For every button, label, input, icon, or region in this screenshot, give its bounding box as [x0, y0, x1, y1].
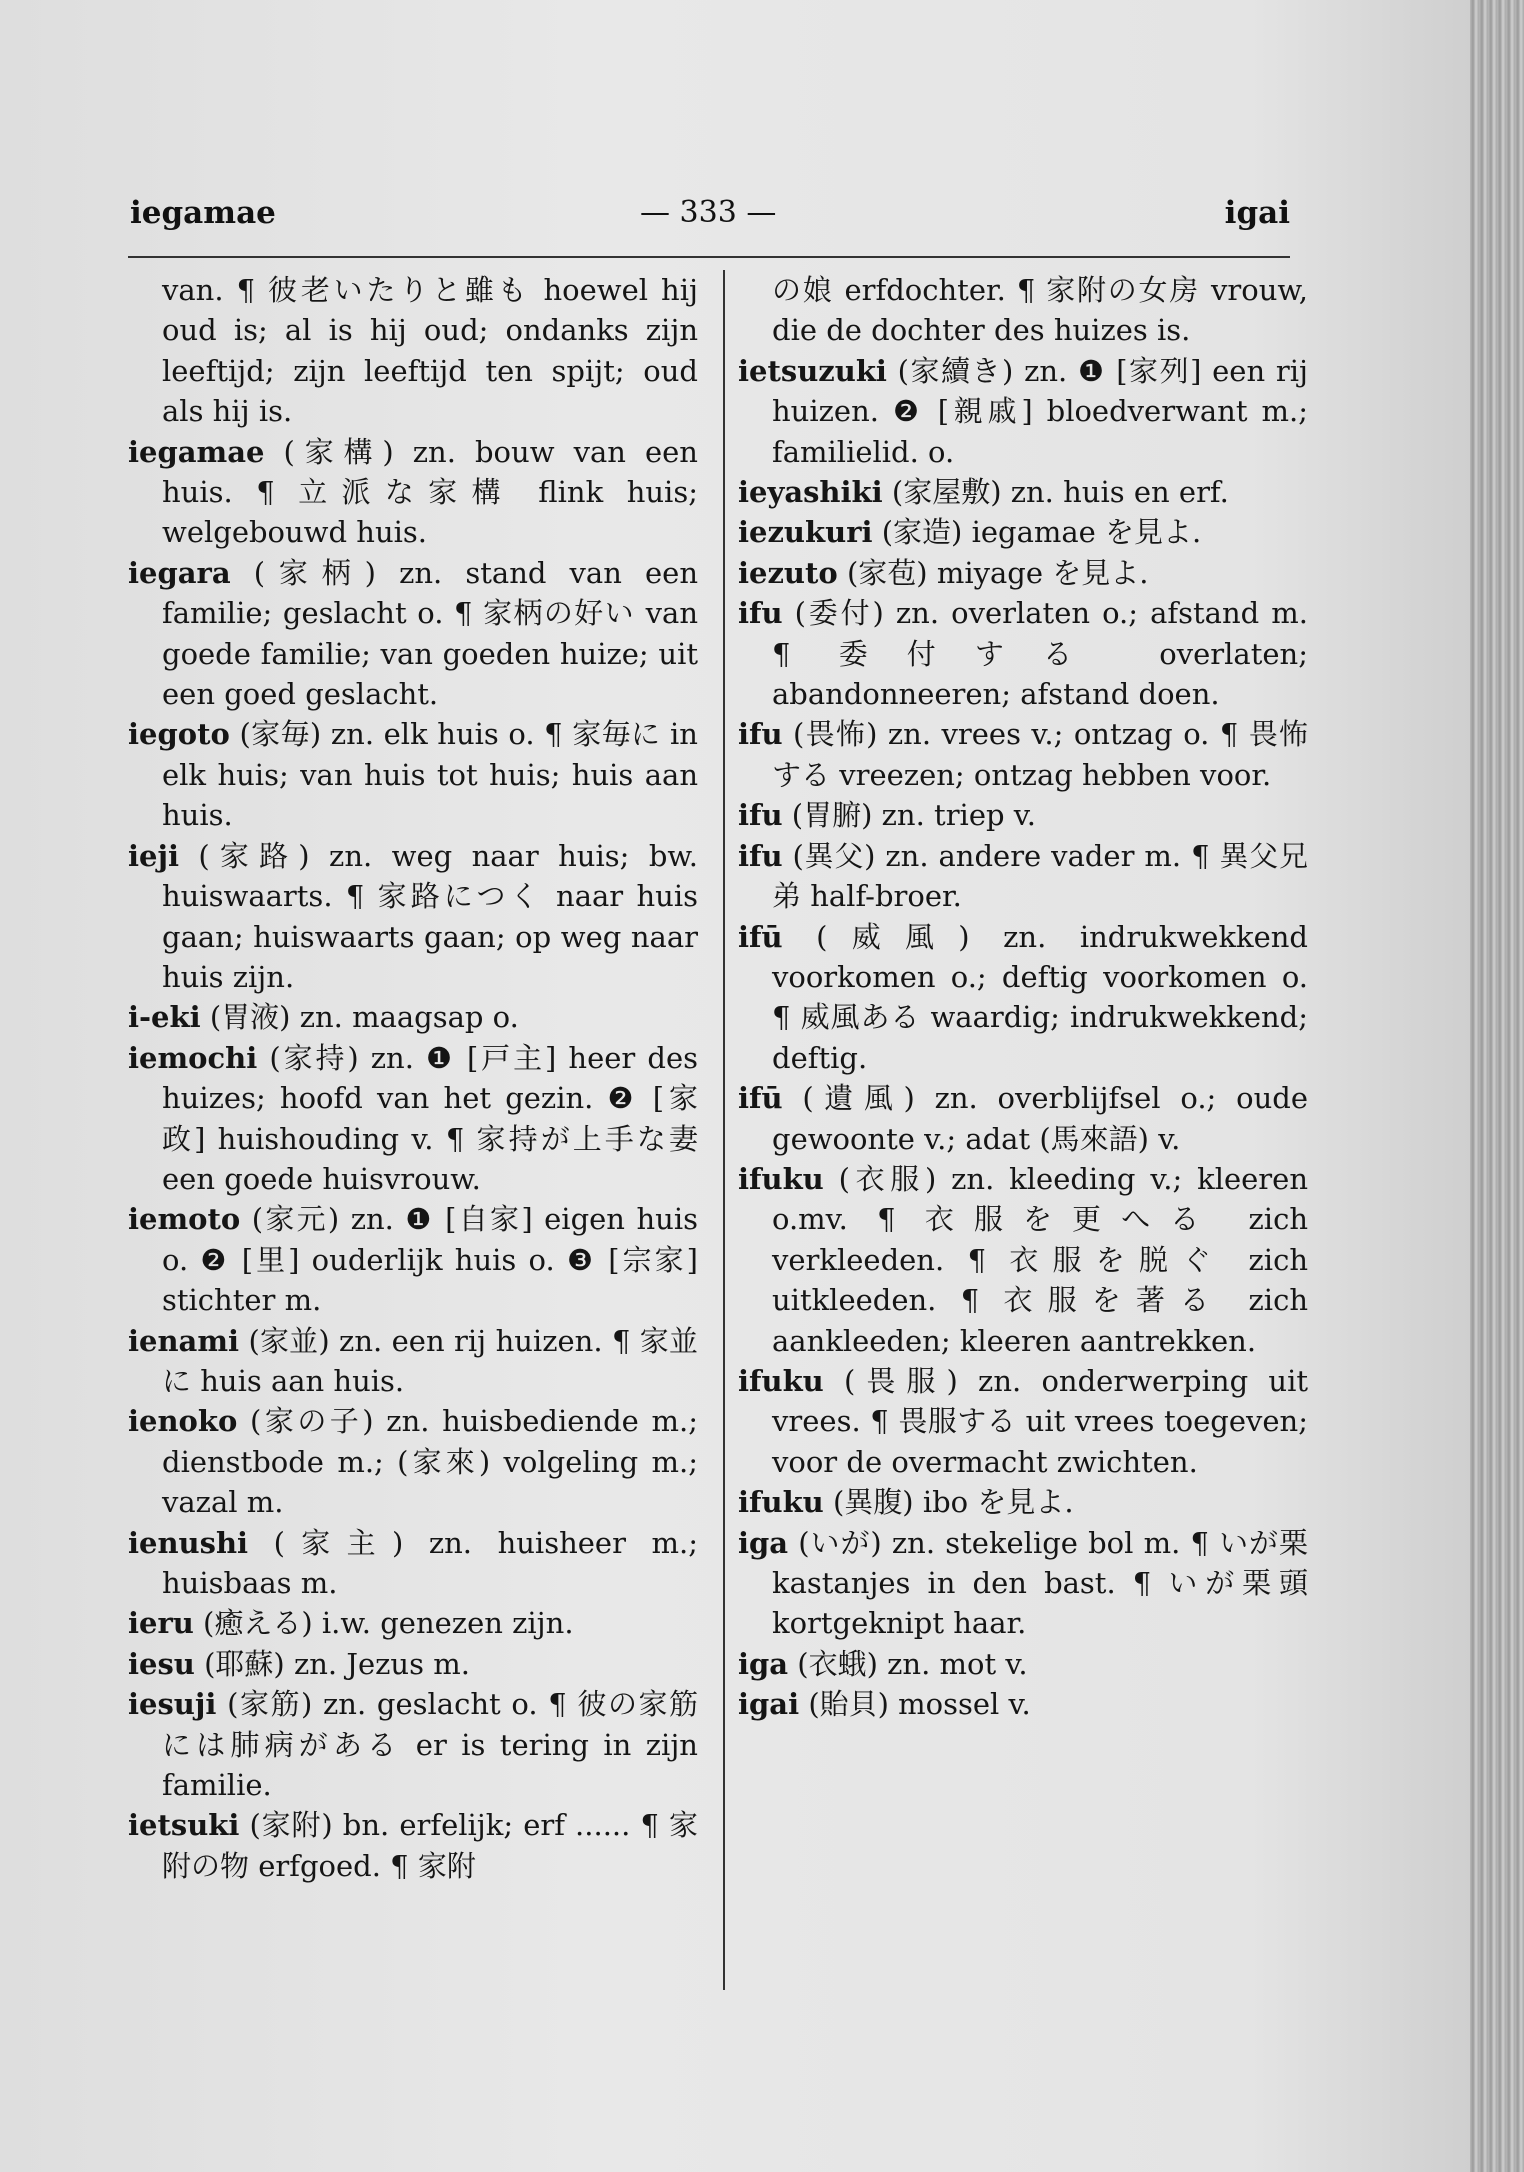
running-head-right: igai — [1224, 195, 1290, 231]
dictionary-entry: ieyashiki (家屋敷) zn. huis en erf. — [738, 475, 1229, 510]
dictionary-entry: ifu (委付) zn. overlaten o.; afstand m. ¶ 委付する overlaten; abandonneeren; afstand doen. — [738, 596, 1308, 712]
left-column — [128, 270, 698, 1886]
column-divider — [723, 270, 725, 1990]
dictionary-entry: ietsuzuki (家續き) zn. ❶ [家列] een rij huizen. ❷ [親戚] bloedverwant m.; familielid. o. — [738, 353, 1308, 469]
dictionary-entry: ifu (異父) zn. andere vader m. ¶ 異父兄弟 half-broer. — [738, 838, 1308, 914]
right-column — [738, 270, 1308, 1725]
dictionary-entry: iezuto (家苞) miyage を見よ. — [738, 555, 1149, 590]
dictionary-entry: iegamae (家構) zn. bouw van een huis. ¶ 立派な家構 flink huis; welgebouwd huis. — [128, 434, 698, 550]
dictionary-entry: iesu (耶蘇) zn. Jezus m. — [128, 1646, 470, 1681]
dictionary-entry: ifū (威風) zn. indrukwekkend voorkomen o.; deftig voorkomen o. ¶ 威風ある waardig; indrukwekkend; deftig. — [738, 919, 1308, 1075]
dictionary-entry: iemoto (家元) zn. ❶ [自家] eigen huis o. ❷ [里] ouderlijk huis o. ❸ [宗家] stichter m. — [128, 1202, 698, 1318]
dictionary-entry: の娘 erfdochter. ¶ 家附の女房 vrouw, die de dochter des huizes is. — [772, 273, 1308, 348]
dictionary-entry: iesuji (家筋) zn. geslacht o. ¶ 彼の家筋には肺病がある er is tering in zijn familie. — [128, 1687, 698, 1803]
book-page-edge — [1470, 0, 1524, 2172]
dictionary-entry: i-eki (胃液) zn. maagsap o. — [128, 1000, 519, 1035]
dictionary-entry: ifū (遺風) zn. overblijfsel o.; oude gewoonte v.; adat (馬來語) v. — [738, 1081, 1308, 1156]
dictionary-entry: igai (貽貝) mossel v. — [738, 1687, 1031, 1722]
dictionary-entry: ieji (家路) zn. weg naar huis; bw. huiswaarts. ¶ 家路につく naar huis gaan; huiswaarts gaan; op weg naar huis zijn. — [128, 838, 698, 994]
dictionary-entry: ifuku (衣服) zn. kleeding v.; kleeren o.mv. ¶ 衣服を更へる zich verkleeden. ¶ 衣服を脱ぐ zich uitkleeden. ¶ 衣服を著る zich aankleeden; kleeren aantrekken. — [738, 1161, 1308, 1358]
dictionary-entry: ietsuki (家附) bn. erfelijk; erf ...... ¶ 家附の物 erfgoed. ¶ 家附 — [128, 1808, 698, 1883]
dictionary-entry: ifuku (異腹) ibo を見よ. — [738, 1485, 1074, 1520]
dictionary-entry: iga (衣蛾) zn. mot v. — [738, 1646, 1028, 1681]
dictionary-entry: iemochi (家持) zn. ❶ [戸主] heer des huizes; hoofd van het gezin. ❷ [家政] huishouding v. ¶ 家持が上手な妻 een goede huisvrouw. — [128, 1040, 698, 1196]
dictionary-entry: ifu (畏怖) zn. vrees v.; ontzag o. ¶ 畏怖する vreezen; ontzag hebben voor. — [738, 717, 1308, 792]
dictionary-entry: ifu (胃腑) zn. triep v. — [738, 798, 1036, 833]
page-header — [130, 195, 1290, 245]
header-rule — [128, 256, 1290, 258]
dictionary-entry: iegoto (家毎) zn. elk huis o. ¶ 家毎に in elk huis; van huis tot huis; huis aan huis. — [128, 717, 698, 833]
dictionary-entry: ienushi (家主) zn. huisheer m.; huisbaas m. — [128, 1525, 698, 1600]
dictionary-entry: iga (いが) zn. stekelige bol m. ¶ いが栗 kastanjes in den bast. ¶ いが栗頭 kortgeknipt haar. — [738, 1525, 1308, 1641]
dictionary-entry: ienami (家並) zn. een rij huizen. ¶ 家並に huis aan huis. — [128, 1323, 698, 1398]
running-head-left: iegamae — [130, 195, 276, 231]
dictionary-entry: van. ¶ 彼老いたりと雖も hoewel hij oud is; al is hij oud; ondanks zijn leeftijd; zijn leeftijd ten spijt; oud als hij is. — [162, 273, 698, 429]
dictionary-entry: ifuku (畏服) zn. onderwerping uit vrees. ¶ 畏服する uit vrees toegeven; voor de overmacht zwichten. — [738, 1363, 1308, 1479]
dictionary-entry: iegara (家柄) zn. stand van een familie; geslacht o. ¶ 家柄の好い van goede familie; van goeden huize; uit een goed geslacht. — [128, 555, 698, 712]
page-number: — 333 — — [640, 195, 777, 230]
dictionary-entry: ienoko (家の子) zn. huisbediende m.; dienstbode m.; (家來) volgeling m.; vazal m. — [128, 1404, 698, 1520]
dictionary-entry: iezukuri (家造) iegamae を見よ. — [738, 515, 1202, 550]
dictionary-entry: ieru (癒える) i.w. genezen zijn. — [128, 1606, 574, 1641]
